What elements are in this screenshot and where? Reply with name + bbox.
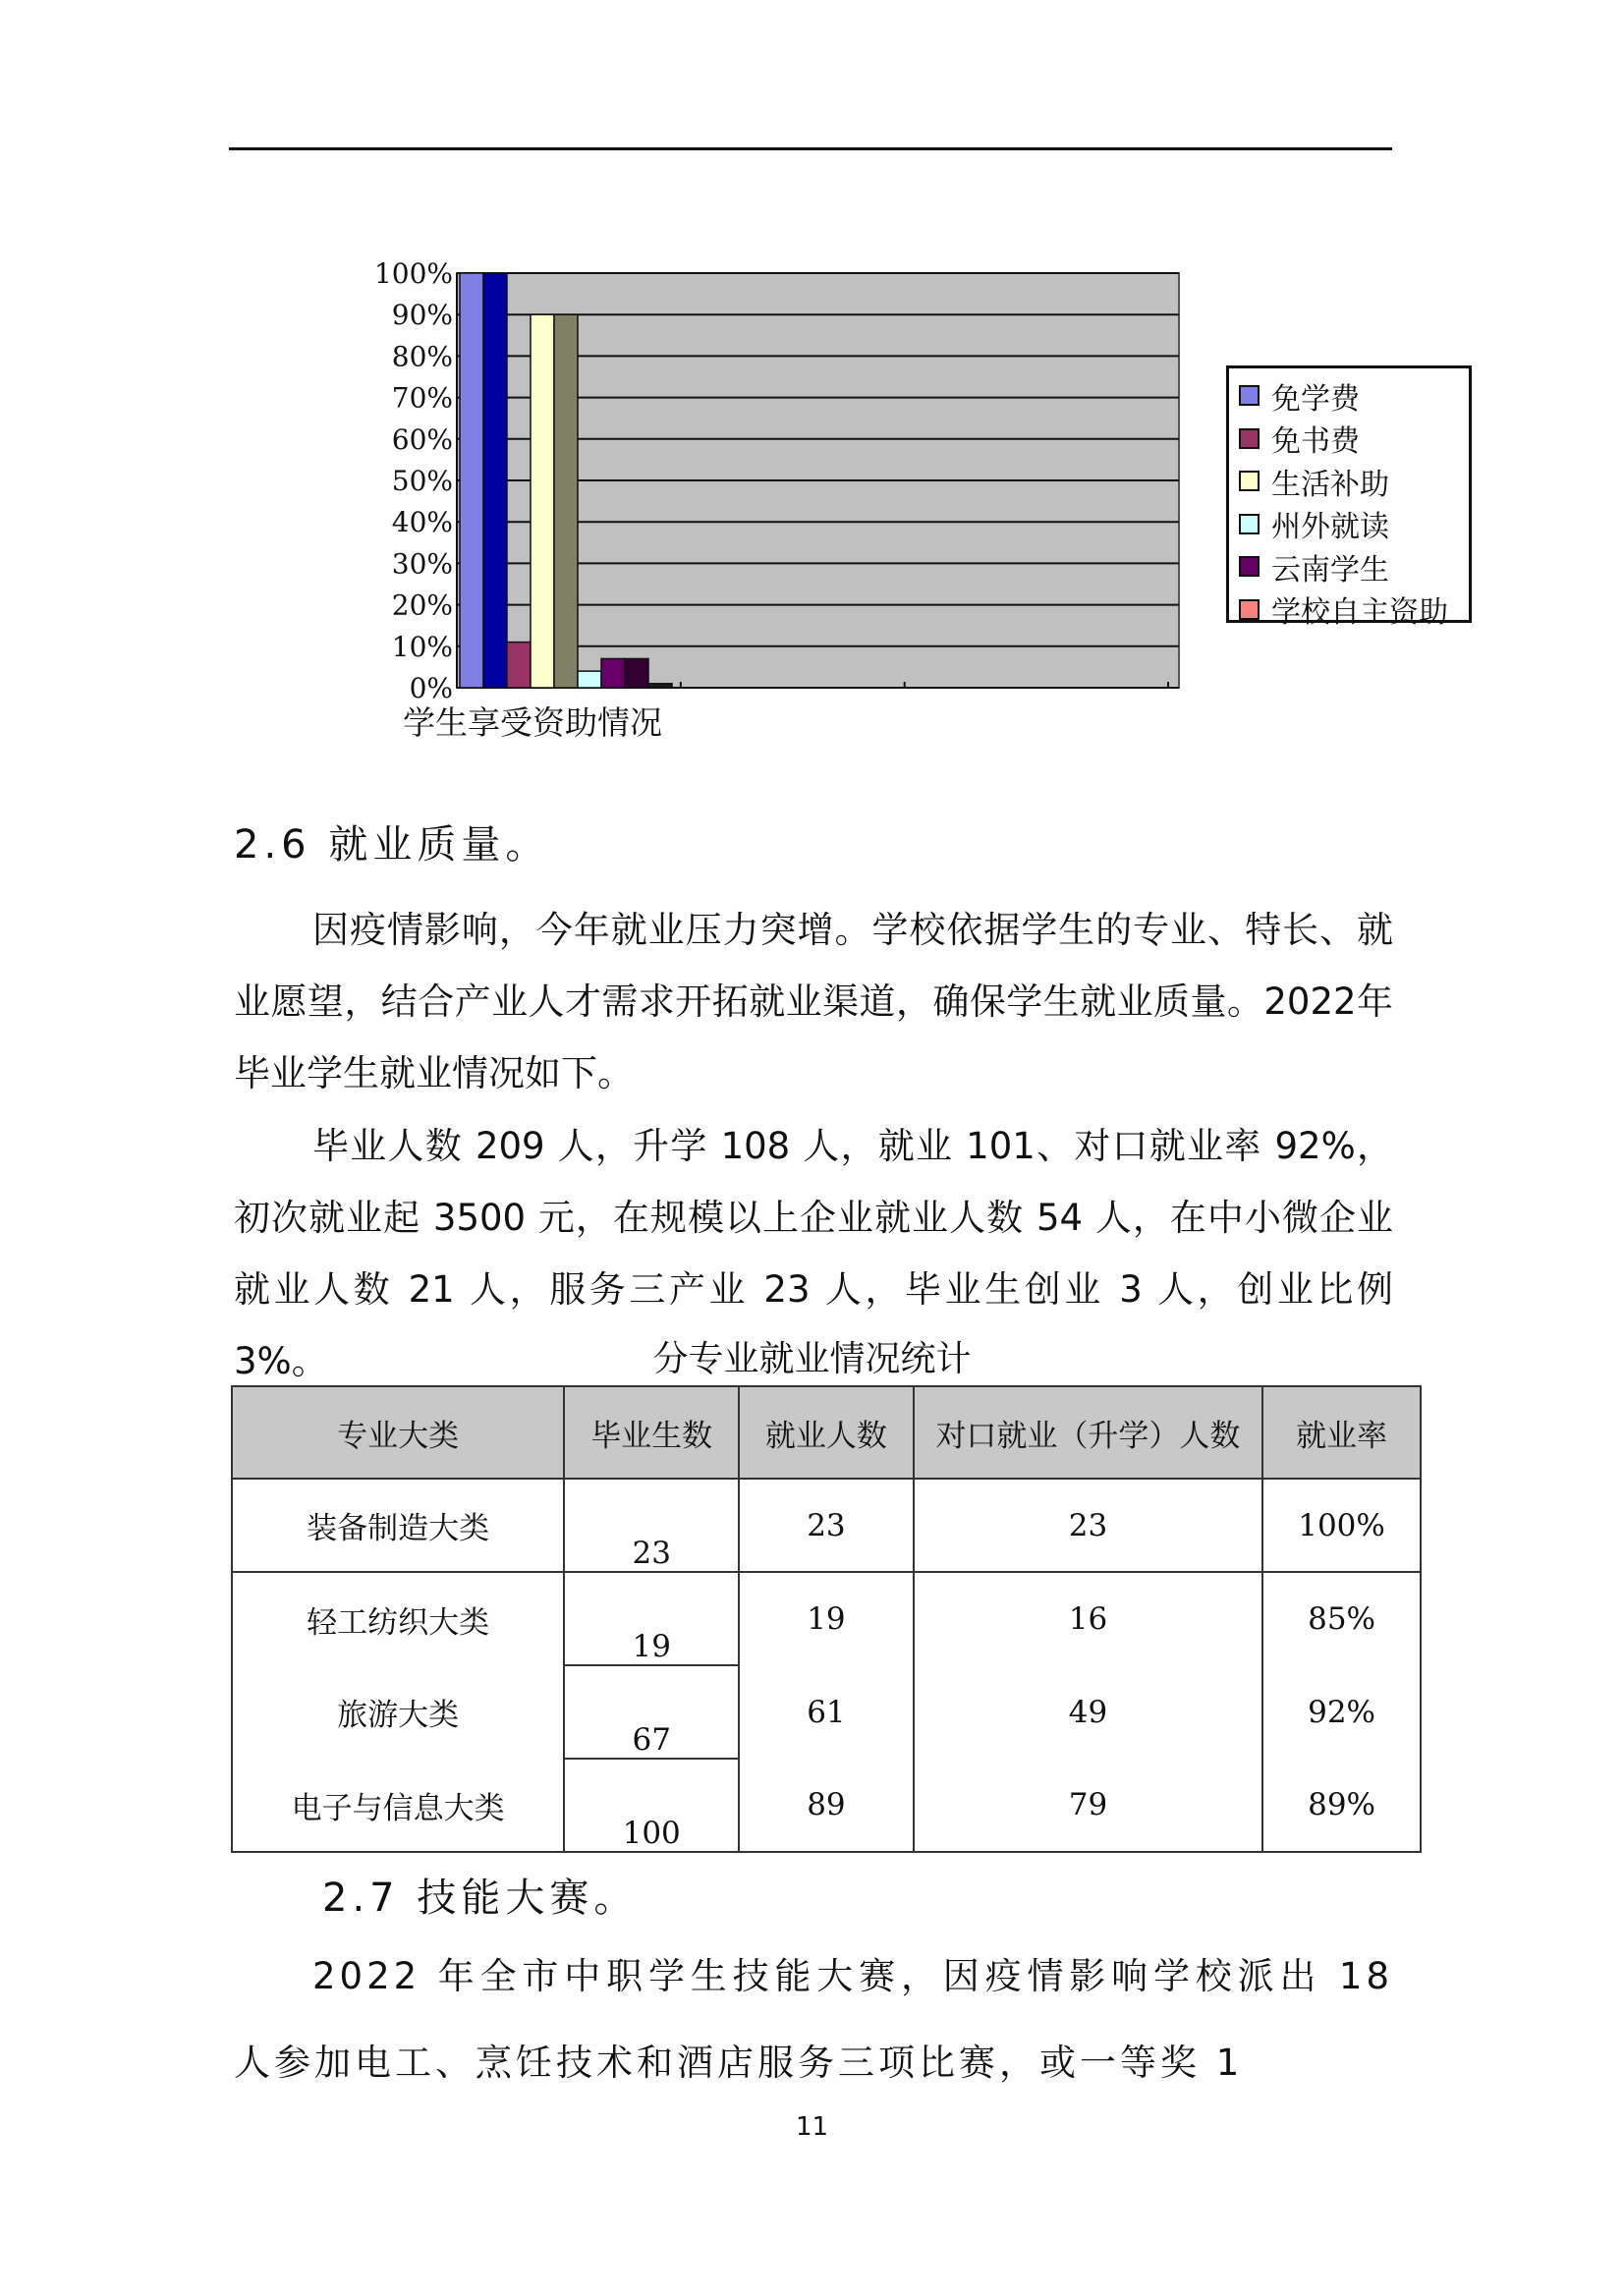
legend-item-out-of-prefecture <box>1239 503 1469 546</box>
cell-employed: 19 <box>739 1572 914 1665</box>
y-tick-label: 0% <box>409 672 453 704</box>
y-tick-label: 40% <box>391 506 453 539</box>
skills-paragraph: 2022 年全市中职学生技能大赛，因疫情影响学校派出 18 人参加电工、烹饪技术和酒店服务三项比赛，或一等奖 1 <box>234 1955 1393 2084</box>
y-tick-label: 50% <box>391 465 453 497</box>
y-tick-label: 90% <box>391 299 453 332</box>
legend-swatch <box>1239 428 1260 449</box>
legend-item-living-allowance <box>1239 460 1469 503</box>
legend-swatch <box>1239 385 1260 406</box>
legend-swatch <box>1239 471 1260 491</box>
header-rate: 就业率 <box>1262 1386 1421 1479</box>
table-row <box>232 1572 1421 1665</box>
chart-x-label: 学生享受资助情况 <box>403 703 662 742</box>
cell-matched: 49 <box>914 1665 1262 1759</box>
y-tick-label: 20% <box>391 588 453 622</box>
y-tick-label: 80% <box>391 340 453 373</box>
bar-free-tuition <box>460 273 483 688</box>
legend-label: 云南学生 <box>1271 552 1389 588</box>
cell-employed: 61 <box>739 1665 914 1759</box>
cell-graduates: 19 <box>564 1572 739 1665</box>
y-tick-label: 100% <box>373 257 453 290</box>
employment-paragraph-1: 因疫情影响，今年就业压力突增。学校依据学生的专业、特长、就业愿望，结合产业人才需求开拓就业渠道，确保学生就业质量。2022年毕业学生就业情况如下。 <box>234 909 1393 1094</box>
legend-label: 州外就读 <box>1271 510 1389 545</box>
bar-free-books <box>507 643 531 688</box>
cell-matched: 23 <box>914 1479 1262 1572</box>
bar-extra-1 <box>483 273 507 688</box>
header-rule <box>229 147 1392 150</box>
bar-living-allowance <box>531 314 554 688</box>
y-tick-label: 60% <box>391 422 453 456</box>
cell-category: 装备制造大类 <box>232 1479 564 1572</box>
header-matched: 对口就业（升学）人数 <box>914 1386 1262 1479</box>
table-title: 分专业就业情况统计 <box>652 1339 972 1379</box>
cell-category: 轻工纺织大类 <box>232 1572 564 1665</box>
cell-employed: 23 <box>739 1479 914 1572</box>
legend-item-school-aid <box>1239 588 1469 632</box>
chart-legend <box>1226 365 1472 631</box>
page-number: 11 <box>795 2112 829 2142</box>
bar-extra-2 <box>554 314 578 688</box>
bar-extra-3 <box>625 658 648 688</box>
y-tick-label: 10% <box>391 630 453 663</box>
employment-heading: 2.6 就业质量。 <box>234 822 550 868</box>
legend-label: 学校自主资助 <box>1271 595 1448 631</box>
cell-employed: 89 <box>739 1759 914 1852</box>
cell-rate: 89% <box>1262 1759 1421 1852</box>
table-header-row <box>232 1386 1421 1479</box>
subsidy-chart-svg <box>364 253 1248 715</box>
table-row <box>232 1479 1421 1572</box>
bar-extra-4 <box>648 684 672 688</box>
table-row <box>232 1665 1421 1759</box>
cell-category: 旅游大类 <box>232 1665 564 1759</box>
bar-yunnan-students <box>601 658 625 688</box>
header-category: 专业大类 <box>232 1386 564 1479</box>
cell-graduates: 23 <box>564 1479 739 1572</box>
employment-stats-table <box>231 1385 1422 1853</box>
cell-rate: 100% <box>1262 1479 1421 1572</box>
cell-rate: 92% <box>1262 1665 1421 1759</box>
bar-out-of-prefecture <box>578 671 601 688</box>
table-row <box>232 1759 1421 1852</box>
cell-rate: 85% <box>1262 1572 1421 1665</box>
header-graduates: 毕业生数 <box>564 1386 739 1479</box>
cell-matched: 16 <box>914 1572 1262 1665</box>
legend-swatch <box>1239 514 1260 534</box>
legend-item-free-books <box>1239 418 1469 461</box>
employment-paragraph-2: 毕业人数 209 人，升学 108 人，就业 101、对口就业率 92%，初次就业起 3500 元，在规模以上企业就业人数 54 人，在中小微企业就业人数 21 人，服务三产业 23 人，毕业生创业 3 人，创业比例 3%。 <box>234 1125 1393 1382</box>
legend-label: 免书费 <box>1271 424 1360 460</box>
legend-swatch <box>1239 556 1260 577</box>
y-tick-label: 30% <box>391 547 453 581</box>
cell-graduates: 100 <box>564 1759 739 1852</box>
legend-item-yunnan-students <box>1239 545 1469 588</box>
y-tick-label: 70% <box>391 381 453 415</box>
cell-matched: 79 <box>914 1759 1262 1852</box>
header-employed: 就业人数 <box>739 1386 914 1479</box>
skills-heading: 2.7 技能大赛。 <box>322 1876 639 1921</box>
legend-label: 生活补助 <box>1271 467 1389 502</box>
legend-swatch <box>1239 599 1260 620</box>
legend-item-free-tuition <box>1239 374 1469 418</box>
cell-graduates: 67 <box>564 1665 739 1759</box>
legend-label: 免学费 <box>1271 381 1360 417</box>
cell-category: 电子与信息大类 <box>232 1759 564 1852</box>
